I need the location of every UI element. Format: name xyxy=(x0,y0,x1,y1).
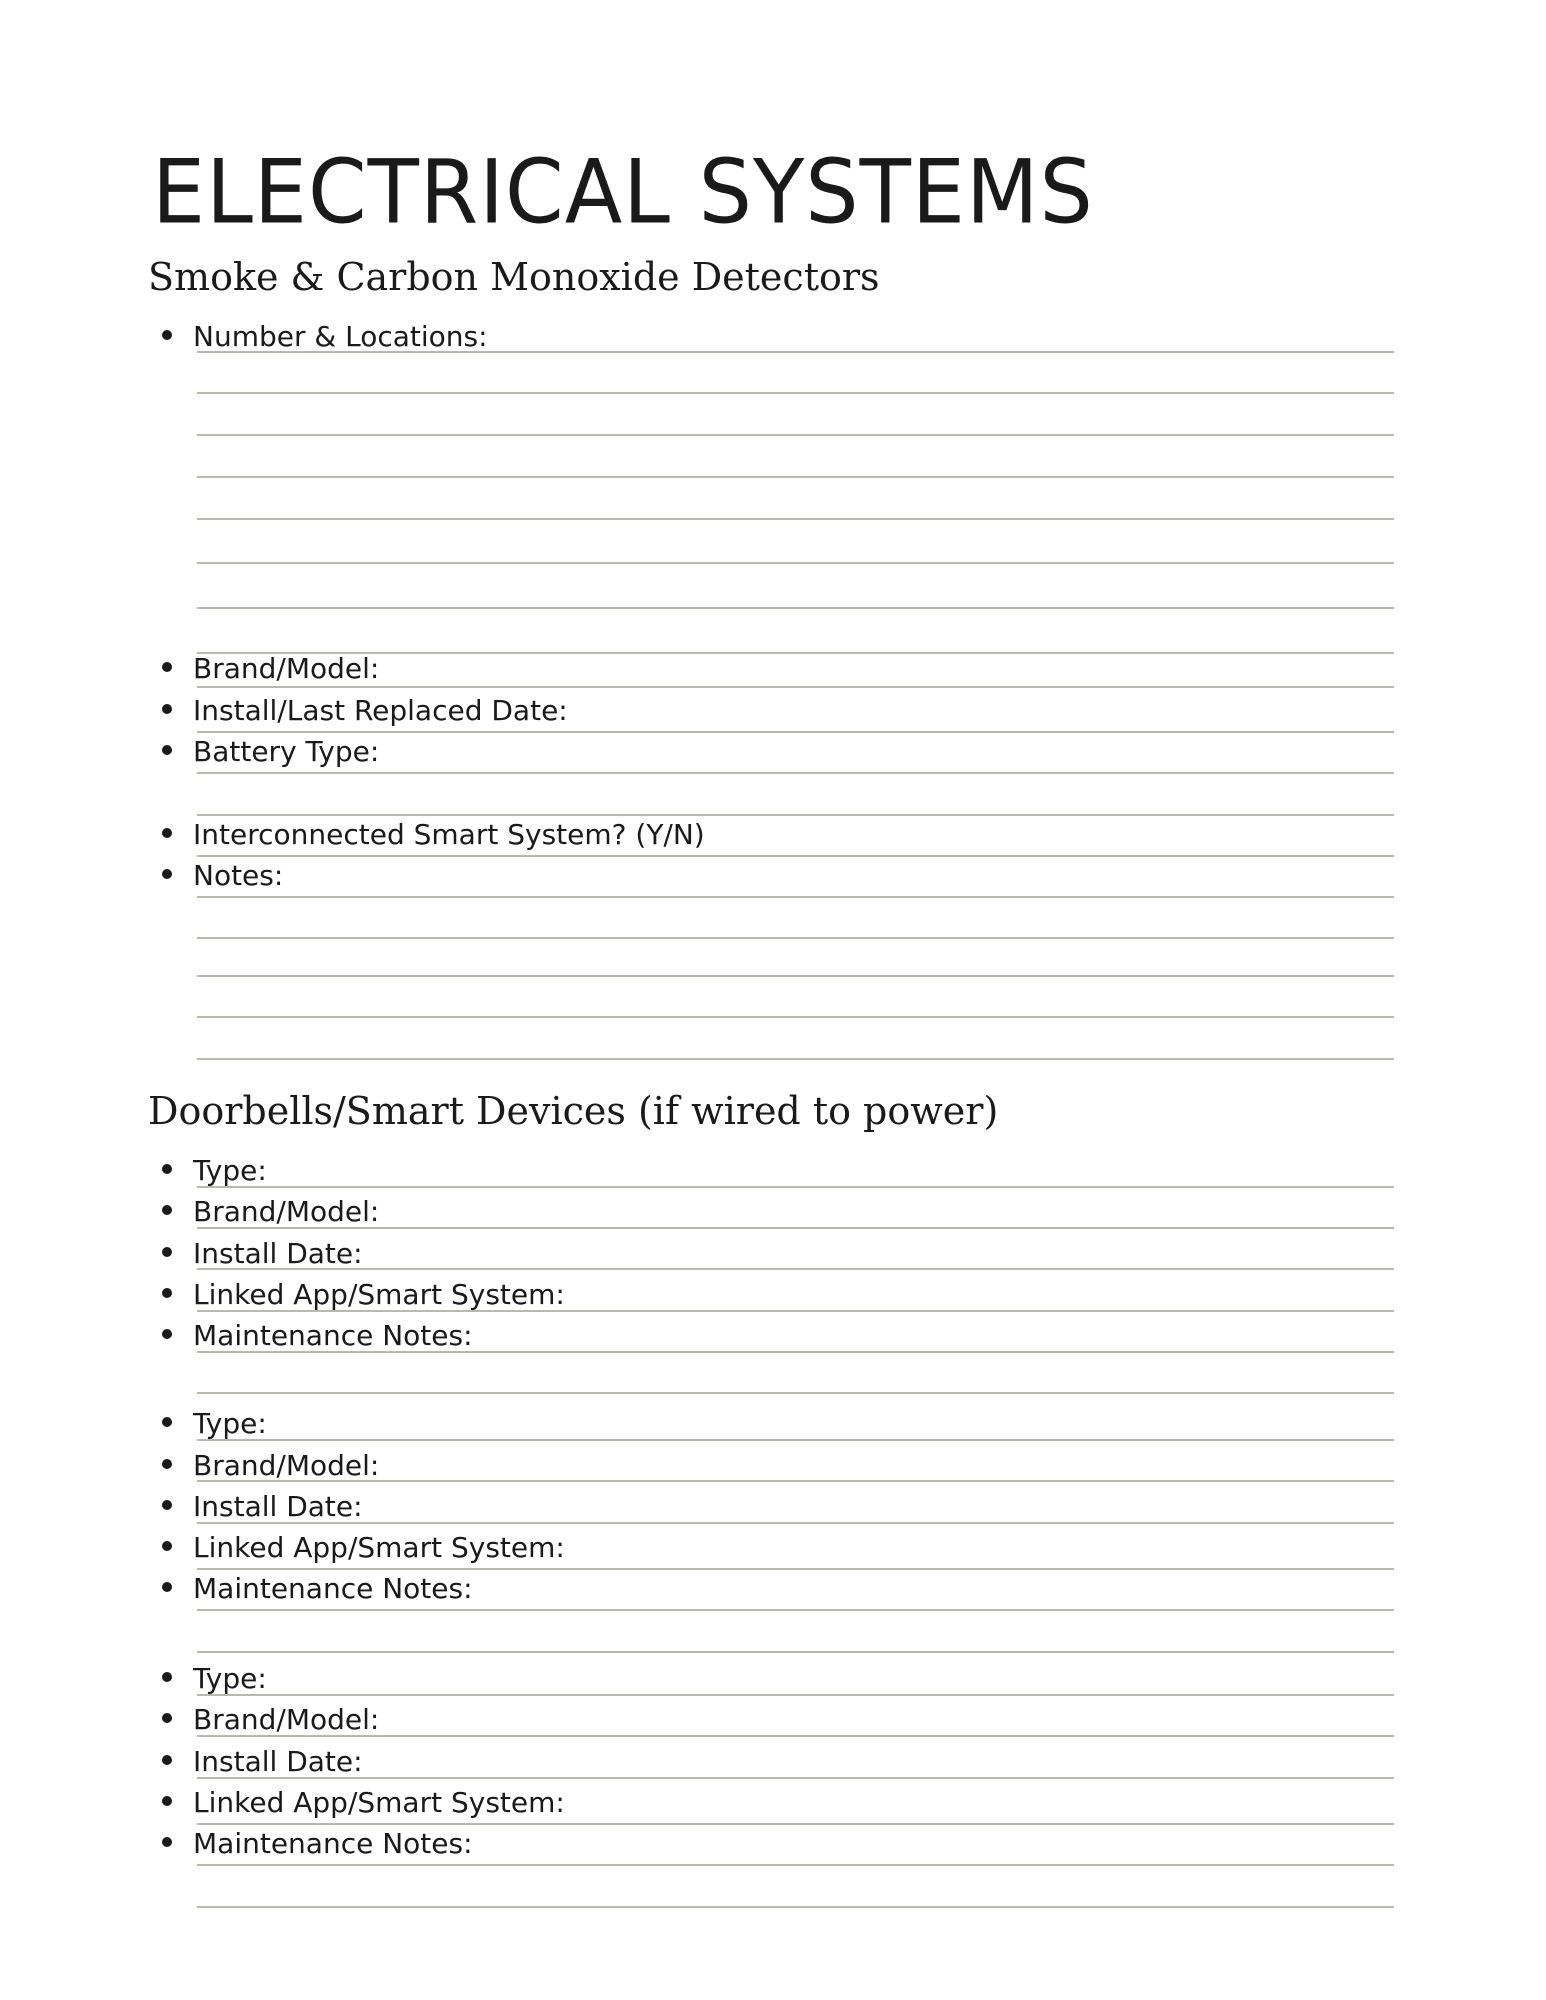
writing-line[interactable] xyxy=(197,1609,1394,1611)
bullet-icon xyxy=(162,1164,172,1174)
page-title: ELECTRICAL SYSTEMS xyxy=(152,140,1094,244)
bullet-icon xyxy=(162,1796,172,1806)
field-maintenance-notes xyxy=(162,1319,473,1352)
writing-line[interactable] xyxy=(197,1651,1394,1653)
writing-line[interactable] xyxy=(197,1735,1394,1737)
bullet-icon xyxy=(162,1288,172,1298)
field-install-date xyxy=(162,1745,363,1778)
field-label: Type: xyxy=(193,1662,267,1695)
field-label: Notes: xyxy=(193,859,284,892)
writing-line[interactable] xyxy=(197,392,1394,394)
writing-line[interactable] xyxy=(197,1351,1394,1353)
field-notes xyxy=(162,859,284,892)
field-label: Battery Type: xyxy=(193,735,380,768)
field-label: Install Date: xyxy=(193,1745,363,1778)
writing-line[interactable] xyxy=(197,562,1394,564)
writing-line[interactable] xyxy=(197,731,1394,733)
field-linked-app xyxy=(162,1786,565,1819)
bullet-icon xyxy=(162,1672,172,1682)
writing-line[interactable] xyxy=(197,814,1394,816)
bullet-icon xyxy=(162,869,172,879)
writing-line[interactable] xyxy=(197,686,1394,688)
bullet-icon xyxy=(162,1755,172,1765)
field-interconnected xyxy=(162,818,705,851)
field-brand-model xyxy=(162,1195,380,1228)
writing-line[interactable] xyxy=(197,1906,1394,1908)
writing-line[interactable] xyxy=(197,1227,1394,1229)
field-label: Linked App/Smart System: xyxy=(193,1278,565,1311)
writing-line[interactable] xyxy=(197,1694,1394,1696)
writing-line[interactable] xyxy=(197,975,1394,977)
field-label: Brand/Model: xyxy=(193,652,380,685)
writing-line[interactable] xyxy=(197,476,1394,478)
writing-line[interactable] xyxy=(197,1568,1394,1570)
field-label: Maintenance Notes: xyxy=(193,1572,473,1605)
bullet-icon xyxy=(162,828,172,838)
field-label: Interconnected Smart System? (Y/N) xyxy=(193,818,705,851)
writing-line[interactable] xyxy=(197,518,1394,520)
writing-line[interactable] xyxy=(197,434,1394,436)
field-label: Type: xyxy=(193,1154,267,1187)
writing-line[interactable] xyxy=(197,1439,1394,1441)
writing-line[interactable] xyxy=(197,351,1394,353)
field-brand-model xyxy=(162,1449,380,1482)
writing-line[interactable] xyxy=(197,896,1394,898)
field-label: Maintenance Notes: xyxy=(193,1827,473,1860)
field-linked-app xyxy=(162,1531,565,1564)
writing-line[interactable] xyxy=(197,1823,1394,1825)
bullet-icon xyxy=(162,1247,172,1257)
field-label: Type: xyxy=(193,1407,267,1440)
field-battery-type xyxy=(162,735,380,768)
bullet-icon xyxy=(162,1582,172,1592)
field-label: Linked App/Smart System: xyxy=(193,1531,565,1564)
section-heading-smoke-co: Smoke & Carbon Monoxide Detectors xyxy=(148,255,880,299)
field-label: Install Date: xyxy=(193,1237,363,1270)
field-type xyxy=(162,1154,267,1187)
writing-line[interactable] xyxy=(197,855,1394,857)
bullet-icon xyxy=(162,1417,172,1427)
writing-line[interactable] xyxy=(197,1268,1394,1270)
field-type xyxy=(162,1662,267,1695)
field-label: Install Date: xyxy=(193,1490,363,1523)
field-install-date xyxy=(162,1490,363,1523)
bullet-icon xyxy=(162,1500,172,1510)
section-heading-doorbells: Doorbells/Smart Devices (if wired to power) xyxy=(148,1089,999,1133)
writing-line[interactable] xyxy=(197,1058,1394,1060)
bullet-icon xyxy=(162,745,172,755)
writing-line[interactable] xyxy=(197,1392,1394,1394)
field-maintenance-notes xyxy=(162,1572,473,1605)
writing-line[interactable] xyxy=(197,937,1394,939)
bullet-icon xyxy=(162,330,172,340)
field-number-locations xyxy=(162,320,488,353)
writing-line[interactable] xyxy=(197,607,1394,609)
bullet-icon xyxy=(162,1541,172,1551)
bullet-icon xyxy=(162,662,172,672)
field-linked-app xyxy=(162,1278,565,1311)
writing-line[interactable] xyxy=(197,772,1394,774)
field-brand-model xyxy=(162,1703,380,1736)
bullet-icon xyxy=(162,1713,172,1723)
bullet-icon xyxy=(162,1329,172,1339)
field-label: Maintenance Notes: xyxy=(193,1319,473,1352)
bullet-icon xyxy=(162,1205,172,1215)
writing-line[interactable] xyxy=(197,1310,1394,1312)
field-label: Brand/Model: xyxy=(193,1449,380,1482)
field-brand-model xyxy=(162,652,380,685)
field-label: Brand/Model: xyxy=(193,1703,380,1736)
writing-line[interactable] xyxy=(197,1016,1394,1018)
writing-line[interactable] xyxy=(197,1522,1394,1524)
bullet-icon xyxy=(162,1459,172,1469)
writing-line[interactable] xyxy=(197,1864,1394,1866)
bullet-icon xyxy=(162,704,172,714)
field-maintenance-notes xyxy=(162,1827,473,1860)
field-install-replaced-date xyxy=(162,694,568,727)
field-label: Linked App/Smart System: xyxy=(193,1786,565,1819)
field-label: Brand/Model: xyxy=(193,1195,380,1228)
writing-line[interactable] xyxy=(197,1777,1394,1779)
writing-line[interactable] xyxy=(197,1186,1394,1188)
field-install-date xyxy=(162,1237,363,1270)
bullet-icon xyxy=(162,1837,172,1847)
writing-line[interactable] xyxy=(197,1480,1394,1482)
field-label: Install/Last Replaced Date: xyxy=(193,694,568,727)
field-type xyxy=(162,1407,267,1440)
field-label: Number & Locations: xyxy=(193,320,488,353)
